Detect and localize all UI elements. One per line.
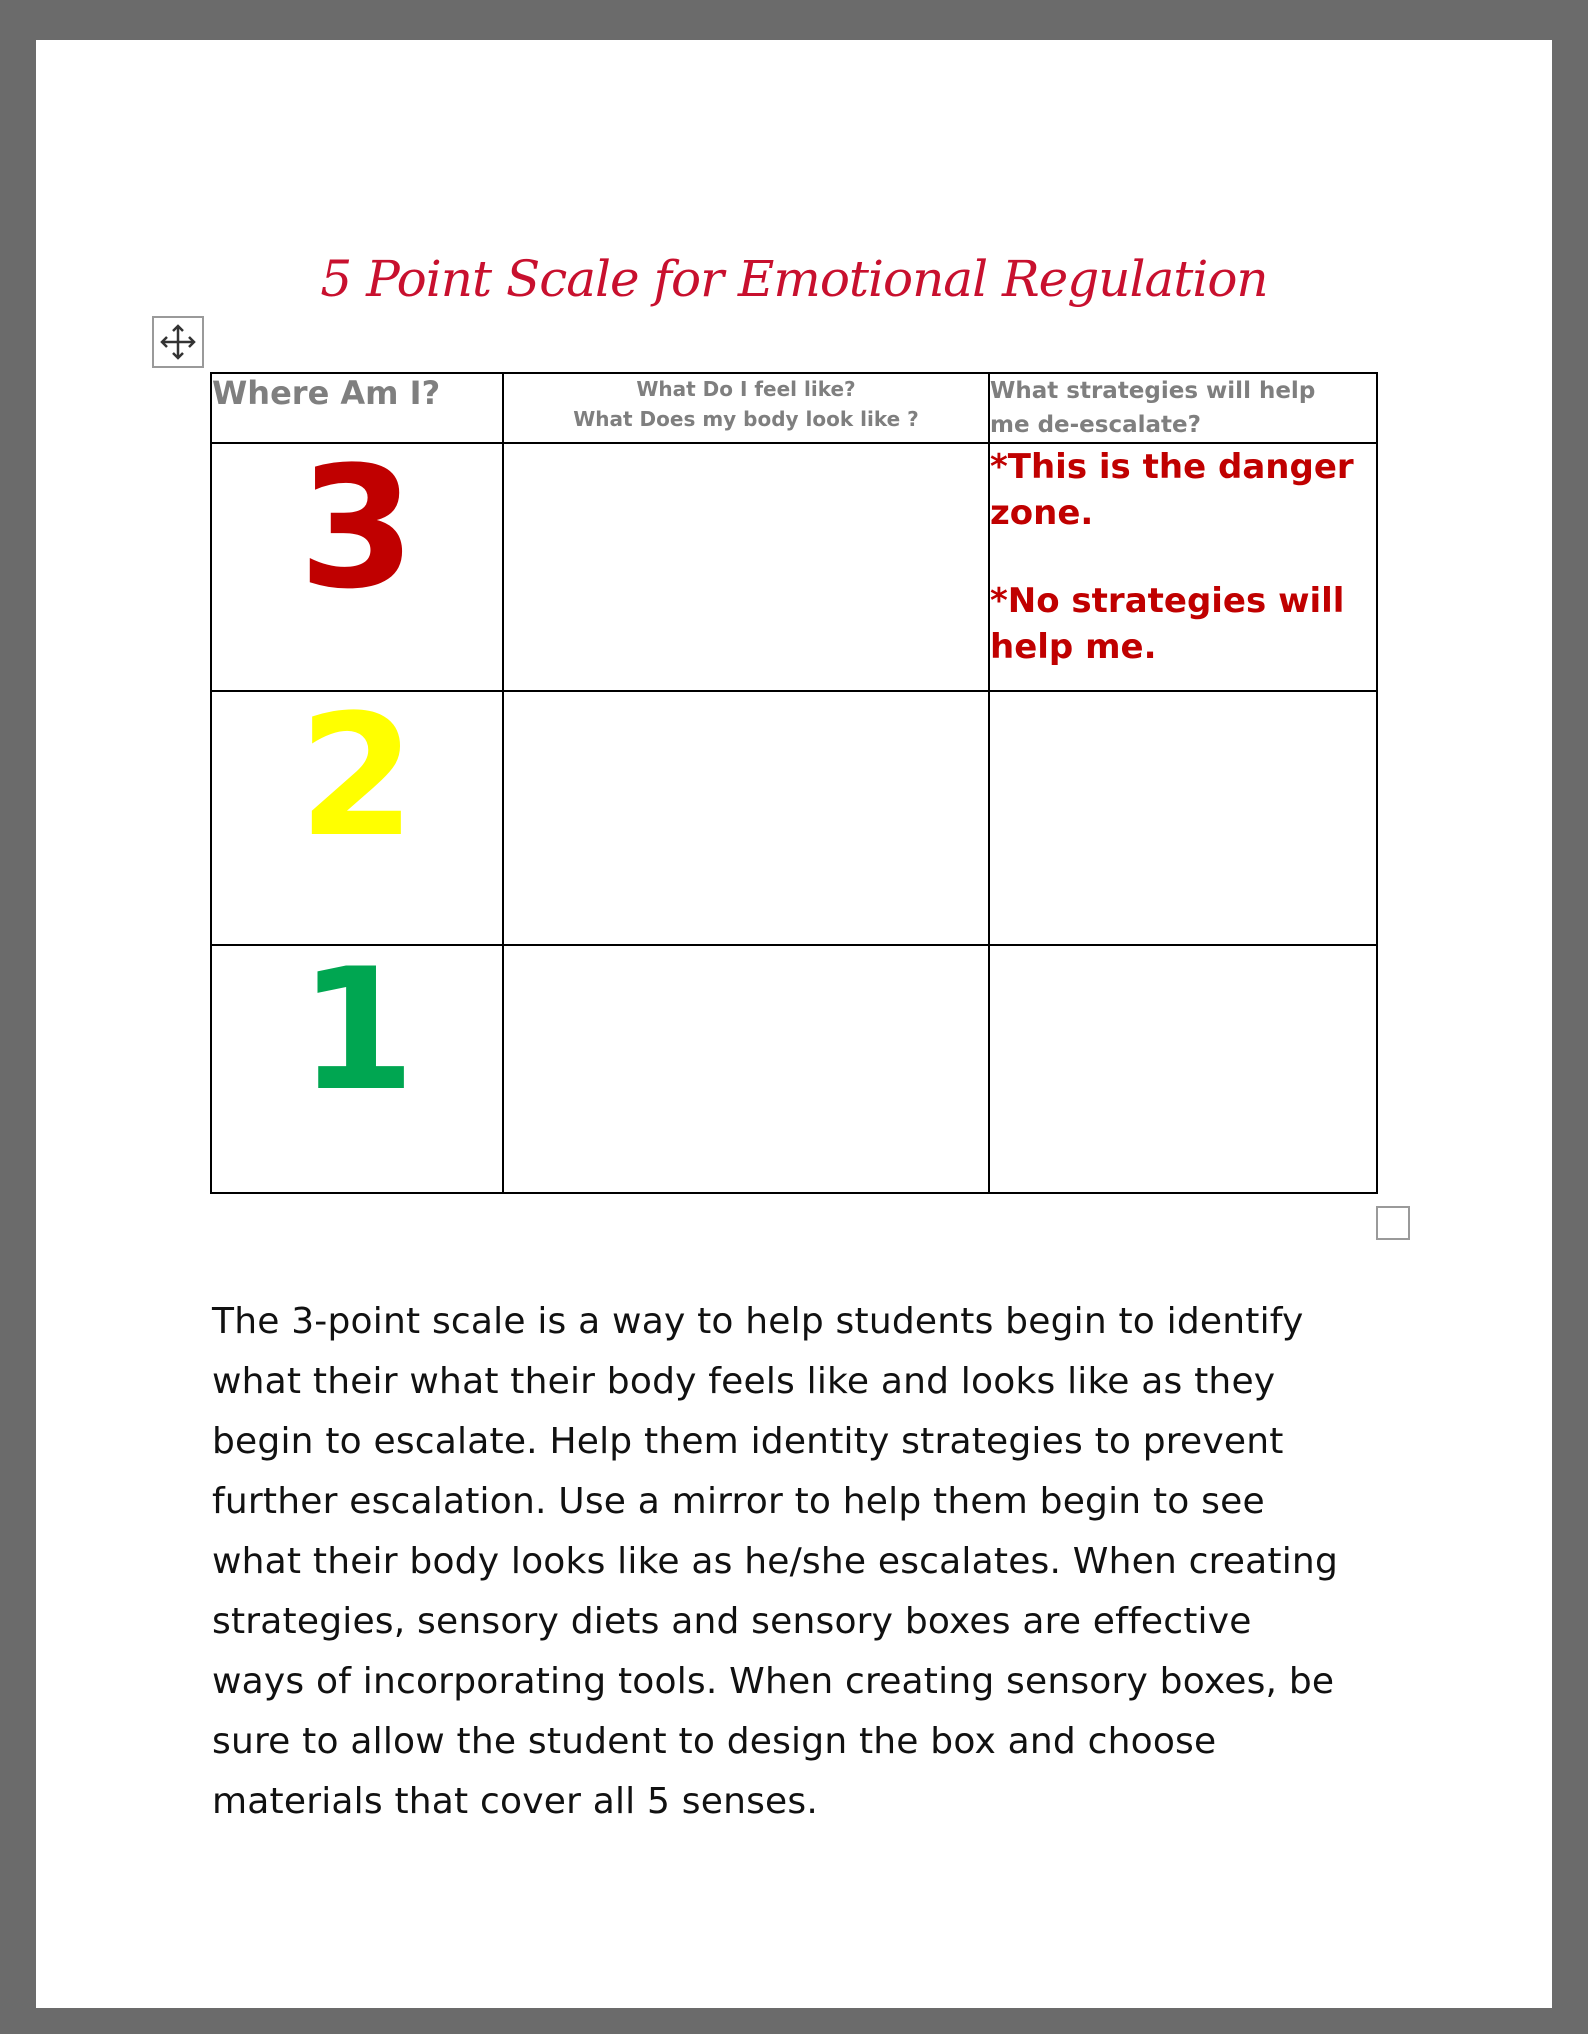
table-row	[211, 443, 1377, 691]
table-resize-handle[interactable]	[1376, 1206, 1410, 1240]
strategy-cell-2[interactable]	[989, 691, 1377, 945]
document-title: 5 Point Scale for Emotional Regulation	[320, 250, 1268, 308]
no-strategies-note: *No strategies will help me.	[990, 581, 1345, 667]
feel-cell-2[interactable]	[503, 691, 989, 945]
header-strategies-line2: me de-escalate?	[990, 412, 1201, 438]
level-2-number: 2	[211, 691, 503, 945]
header-strategies	[989, 373, 1377, 443]
paragraph-line: begin to escalate. Help them identity strategies to prevent	[212, 1421, 1284, 1462]
header-where-am-i: Where Am I?	[211, 373, 503, 443]
table-move-handle[interactable]	[152, 316, 204, 368]
scale-table	[210, 372, 1378, 1194]
danger-zone-note: *This is the danger zone.	[990, 447, 1354, 533]
paragraph-line: further escalation. Use a mirror to help them begin to see	[212, 1481, 1265, 1522]
header-feel	[503, 373, 989, 443]
paragraph-line: ways of incorporating tools. When creating sensory boxes, be	[212, 1661, 1335, 1702]
paragraph-line: what their body looks like as he/she escalates. When creating	[212, 1541, 1339, 1582]
table-row	[211, 945, 1377, 1193]
paragraph-line: materials that cover all 5 senses.	[212, 1781, 819, 1822]
feel-cell-3[interactable]	[503, 443, 989, 691]
header-feel-line1: What Do I feel like?	[636, 377, 856, 401]
paragraph-line: strategies, sensory diets and sensory boxes are effective	[212, 1601, 1252, 1642]
paragraph-line: sure to allow the student to design the box and choose	[212, 1721, 1217, 1762]
strategy-cell-3[interactable]	[989, 443, 1377, 691]
feel-cell-1[interactable]	[503, 945, 989, 1193]
header-strategies-line1: What strategies will help	[990, 378, 1316, 404]
header-feel-line2: What Does my body look like ?	[573, 407, 919, 431]
document-page	[36, 40, 1552, 2008]
table-row	[211, 691, 1377, 945]
paragraph-line: The 3-point scale is a way to help students begin to identify	[212, 1301, 1304, 1342]
strategy-cell-1[interactable]	[989, 945, 1377, 1193]
explanation-paragraph	[212, 1292, 1412, 1832]
level-3-number: 3	[211, 443, 503, 691]
move-arrows-icon	[154, 318, 202, 366]
paragraph-line: what their what their body feels like and looks like as they	[212, 1361, 1276, 1402]
level-1-number: 1	[211, 945, 503, 1193]
